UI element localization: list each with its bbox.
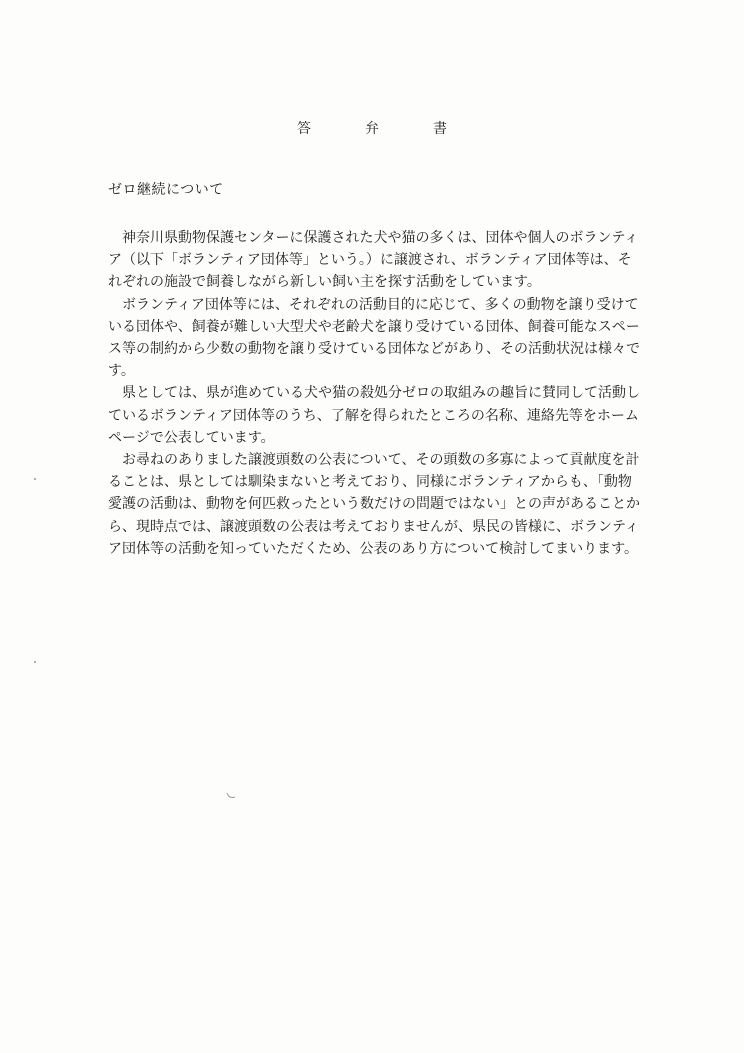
text-line: ページで公表しています。 [108,429,275,446]
scan-mark [226,792,236,800]
text-line: お尋ねのありました譲渡頭数の公表について、その頭数の多寡によって貢献度を計 [122,452,640,469]
text-line: ス等の制約から少数の動物を譲り受けている団体などがあり、その活動状況は様々で [108,341,640,358]
document-title: 答 弁 書 [297,121,467,137]
text-line: ボランティア団体等には、それぞれの活動目的に応じて、多くの動物を譲り受けて [122,296,639,313]
text-line: ア（以下「ボランティア団体等」という。）に譲渡され、ボランティア団体等は、そ [108,252,632,269]
text-line: 神奈川県動物保護センターに保護された犬や猫の多くは、団体や個人のボランティ [122,230,639,246]
text-line: ることは、県としては馴染まないと考えており、同様にボランティアからも、「動物 [108,474,632,491]
text-line: 県としては、県が進めている犬や猫の殺処分ゼロの取組みの趣旨に賛同して活動し [122,385,640,402]
text-line: れぞれの施設で飼養しながら新しい飼い主を探す活動をしています。 [108,274,541,291]
text-line: ているボランティア団体等のうち、了解を得られたところの名称、連絡先等をホーム [108,407,639,424]
scan-speck [34,661,36,663]
scan-speck [34,478,36,480]
text-line: す。 [108,363,135,380]
paragraph [108,294,638,383]
document-body [108,227,638,560]
text-line: 愛護の活動は、動物を何匹救ったという数だけの問題ではない」との声があることか [108,496,640,513]
paragraph [108,227,638,294]
text-line: ら、現時点では、譲渡頭数の公表は考えておりませんが、県民の皆様に、ボランティ [108,518,639,535]
paragraph [108,449,638,560]
text-line: いる団体や、飼養が難しい大型犬や老齢犬を譲り受けている団体、飼養可能なスペー [108,318,640,335]
text-line: ア団体等の活動を知っていただくため、公表のあり方について検討してまいります。 [108,540,639,557]
paragraph [108,382,638,449]
document-subject: ゼロ継続について [108,182,224,198]
